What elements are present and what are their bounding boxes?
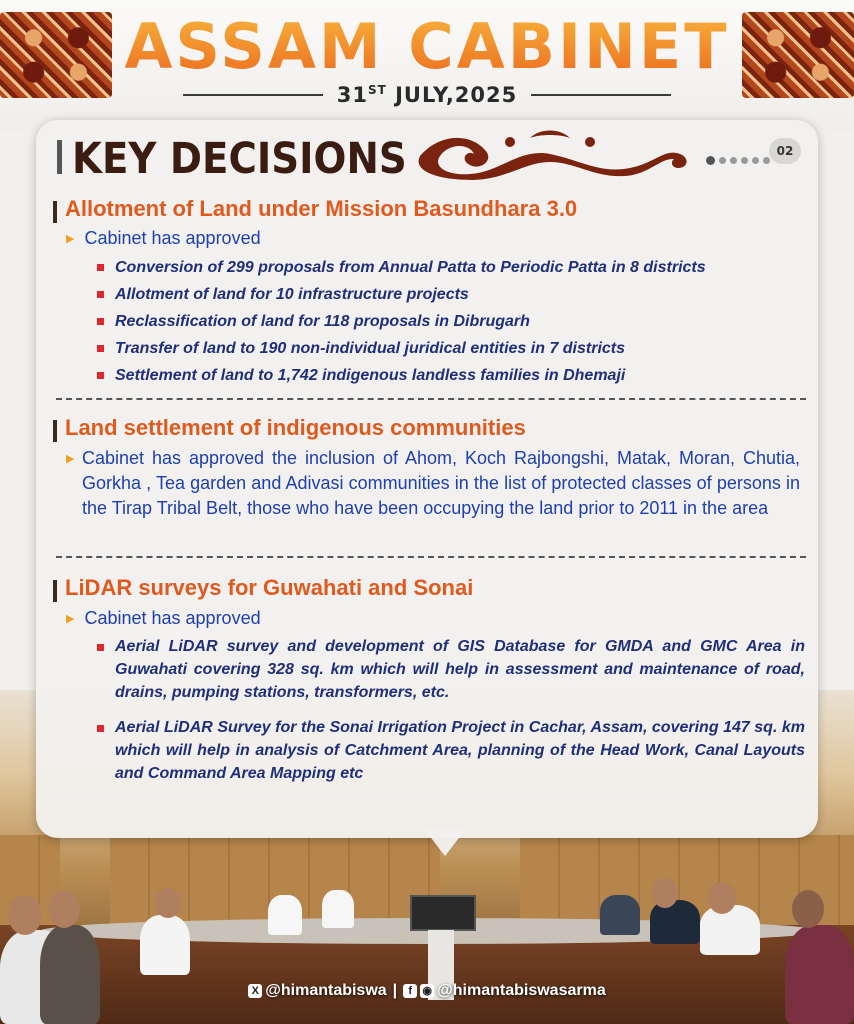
section-accent-bar xyxy=(53,201,57,223)
pagination-dot xyxy=(741,157,748,164)
person xyxy=(140,915,190,975)
card-speech-tail xyxy=(425,830,465,856)
social-handles xyxy=(0,982,854,1000)
decision-list xyxy=(97,254,706,389)
list-item: Conversion of 299 proposals from Annual Patta to Periodic Patta in 8 districts xyxy=(97,254,706,281)
divider xyxy=(183,94,323,96)
pagination-dot xyxy=(719,157,726,164)
person-head xyxy=(155,888,181,918)
list-item: Reclassification of land for 118 proposals in Dibrugarh xyxy=(97,308,706,335)
person xyxy=(322,890,354,928)
fb-ig-handle[interactable]: @himantabiswasarma xyxy=(437,982,606,999)
date-row xyxy=(0,81,854,109)
pagination-dot xyxy=(763,157,770,164)
card-heading: KEY DECISIONS xyxy=(72,134,407,184)
heading-accent-bar xyxy=(57,140,62,174)
decision-list xyxy=(97,635,805,797)
triangle-bullet-icon: ▶ xyxy=(66,613,75,625)
section-lead: ▶ Cabinet has approved xyxy=(66,608,261,628)
person-head xyxy=(792,890,824,928)
triangle-bullet-icon: ▶ xyxy=(66,233,75,245)
triangle-bullet-icon: ▶ xyxy=(66,452,75,465)
monitor xyxy=(410,895,476,931)
pagination-dot xyxy=(752,157,759,164)
instagram-icon: ◉ xyxy=(420,984,434,998)
person xyxy=(650,900,700,944)
floral-scroll-icon xyxy=(410,128,695,180)
person xyxy=(600,895,640,935)
page-number-badge: 02 xyxy=(769,138,801,164)
section-paragraph: Cabinet has approved the inclusion of Ahom, Koch Rajbongshi, Matak, Moran, Chutia, Gorkha , Tea garden and Adivasi communities in the list of protected classes of persons in the Tirap Tribal Belt, those who have been occupying the land prior to 2011 in the area xyxy=(82,448,800,518)
page-title: ASSAM CABINET xyxy=(0,10,854,84)
person-head xyxy=(8,895,42,935)
person-head xyxy=(708,882,736,914)
divider xyxy=(531,94,671,96)
separator: | xyxy=(392,982,398,999)
pagination-dots xyxy=(706,156,770,165)
dashed-divider xyxy=(56,556,806,558)
person xyxy=(785,925,854,1024)
person-head xyxy=(48,890,80,928)
list-item: Transfer of land to 190 non-individual juridical entities in 7 districts xyxy=(97,335,706,362)
person xyxy=(700,905,760,955)
section-title: LiDAR surveys for Guwahati and Sonai xyxy=(65,575,474,600)
meeting-date: 31ST JULY,2025 xyxy=(336,83,518,107)
list-item: Settlement of land to 1,742 indigenous landless families in Dhemaji xyxy=(97,362,706,389)
section-accent-bar xyxy=(53,580,57,602)
list-item: Aerial LiDAR survey and development of GIS Database for GMDA and GMC Area in Guwahati covering 328 sq. km which will help in assessment and maintenance of road, drains, pumping stations, transformers, etc. xyxy=(97,635,805,704)
facebook-icon: f xyxy=(403,984,417,998)
list-item: Aerial LiDAR Survey for the Sonai Irrigation Project in Cachar, Assam, covering 147 sq. km which will help in analysis of Catchment Area, planning of the Head Work, Canal Layouts and Command Area Mapping etc xyxy=(97,716,805,785)
section-title: Allotment of Land under Mission Basundhara 3.0 xyxy=(65,196,578,221)
x-handle[interactable]: @himantabiswa xyxy=(265,982,387,999)
section-accent-bar xyxy=(53,420,57,442)
list-item: Allotment of land for 10 infrastructure projects xyxy=(97,281,706,308)
dashed-divider xyxy=(56,398,806,400)
person xyxy=(40,925,100,1024)
person-head xyxy=(652,878,678,908)
pagination-dot xyxy=(706,156,715,165)
x-logo-icon: X xyxy=(248,984,262,998)
section-lead: ▶ Cabinet has approved xyxy=(66,228,261,248)
person xyxy=(268,895,302,935)
section-title: Land settlement of indigenous communities xyxy=(65,415,526,440)
pagination-dot xyxy=(730,157,737,164)
